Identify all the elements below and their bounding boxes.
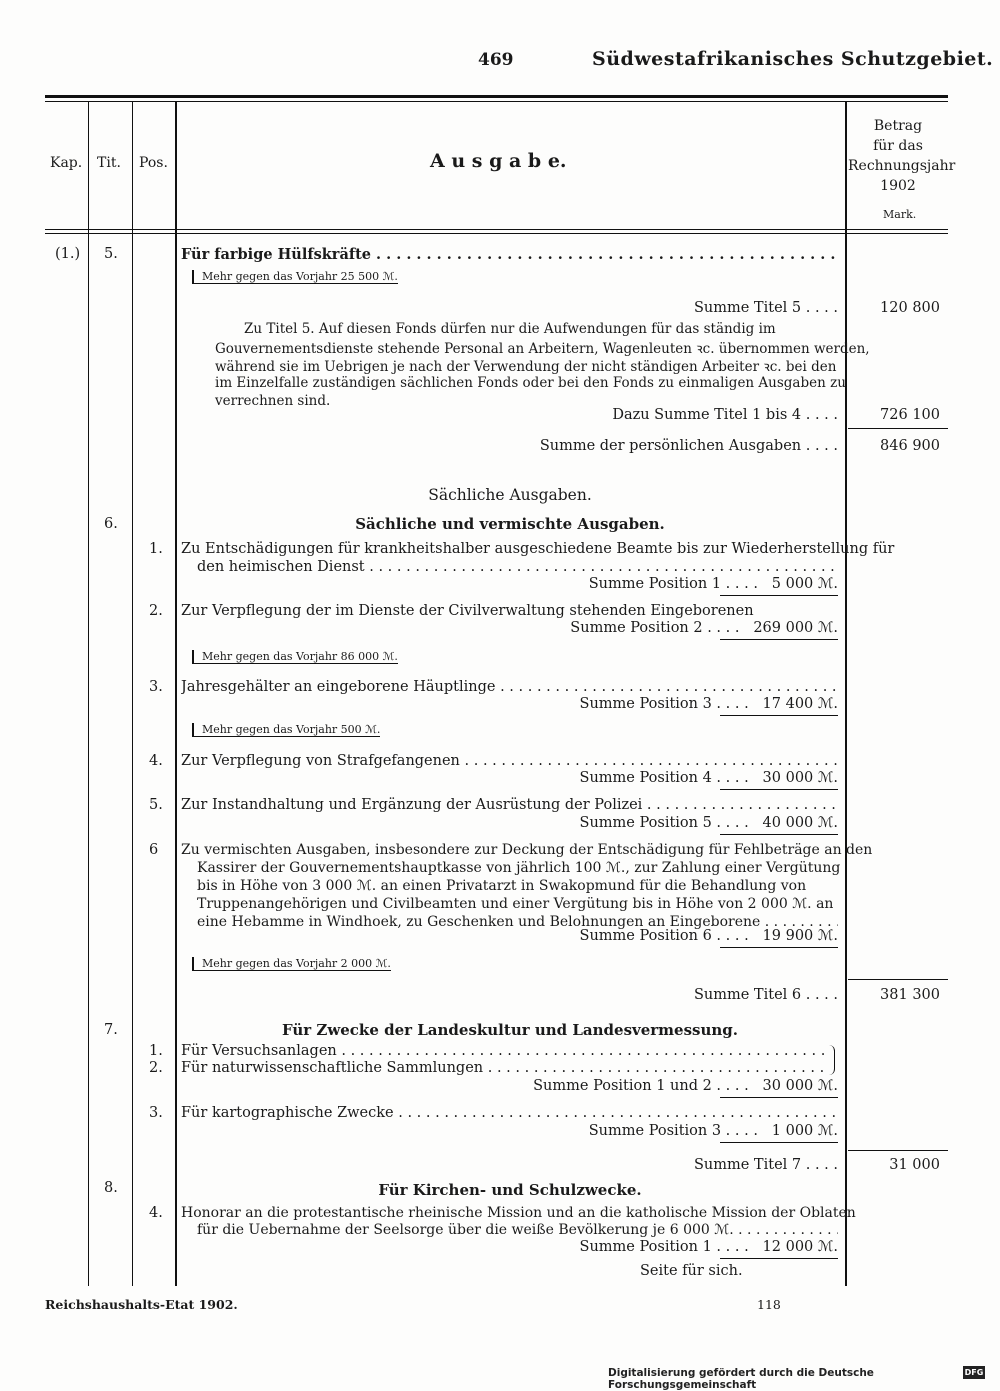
- col-header-pos: Pos.: [139, 155, 168, 171]
- footer-etat: Reichshaushalts-Etat 1902.: [45, 1297, 238, 1312]
- t6-p2-summe: [540, 620, 838, 636]
- titel-5-note-line-3: während sie im Uebrigen je nach der Verwendung der nicht ständigen Arbeiter ꝛc. bei den: [215, 359, 837, 375]
- col-header-kap: Kap.: [50, 155, 83, 171]
- col-divider-kap: [88, 101, 89, 1286]
- t6-p6-text-5: eine Hebamme in Windhoek, zu Geschenken und Belohnungen an Eingeborene . . .: [197, 914, 838, 930]
- t6-p6-text-4: Truppenangehörigen und Civilbeamten und einer Vergütung bis in Höhe von 2 000 ℳ. an: [197, 896, 834, 912]
- t7-p2-number: 2.: [149, 1060, 163, 1076]
- col-header-tit: Tit.: [97, 155, 121, 171]
- t6-p4-summe-value: 30 000 ℳ.: [762, 770, 838, 786]
- t6-p3-summe: [540, 696, 838, 712]
- t6-p1-text-1: Zu Entschädigungen für krankheitshalber ausgeschiedene Beamte bis zur Wiederherstellung für: [181, 541, 895, 557]
- col-header-betrag-3: Rechnungsjahr: [848, 158, 956, 174]
- t6-p2-summe-label: Summe Position 2 . . . .: [570, 620, 740, 636]
- titel-5-note-line-2: Gouvernementsdienste stehende Personal an Arbeitern, Wagenleuten ꝛc. übernommen werden,: [215, 341, 870, 357]
- t8-p1-text-1: Honorar an die protestantische rheinische Mission und an die katholische Mission der Oblaten: [181, 1205, 856, 1221]
- titel-8-number: 8.: [104, 1180, 118, 1196]
- titel-5-summe-value: 120 800: [880, 300, 940, 316]
- t6-p1-summe-label: Summe Position 1 . . . .: [588, 576, 758, 592]
- persoenliche-summe-label: Summe der persönlichen Ausgaben . . . .: [539, 438, 838, 454]
- titel-7-summe-rule: [848, 1150, 948, 1151]
- t6-p4-summe: [540, 770, 838, 786]
- t8-p1-summe: [540, 1239, 838, 1255]
- titel-5-heading: Für farbige Hülfskräfte . . .: [181, 246, 839, 263]
- titel-7-number: 7.: [104, 1022, 118, 1038]
- titel-5-mehr-note: Mehr gegen das Vorjahr 25 500 ℳ.: [192, 270, 398, 284]
- t6-p4-text-1: Zur Verpflegung von Strafgefangenen . . .: [181, 753, 838, 769]
- t6-p4-underline: [720, 789, 838, 790]
- t6-p3-underline: [720, 715, 838, 716]
- header-bottom-rule: [45, 229, 948, 230]
- titel-6-heading: Sächliche und vermischte Ausgaben.: [355, 515, 665, 533]
- t6-p3-mehr-note: Mehr gegen das Vorjahr 500 ℳ.: [192, 723, 380, 737]
- t6-p4-number: 4.: [149, 753, 163, 769]
- kap-number: (1.): [55, 246, 81, 262]
- titel-7-summe-label: Summe Titel 7 . . . .: [693, 1157, 838, 1173]
- t7-p3-summe: [540, 1123, 838, 1139]
- t7-p3-number: 3.: [149, 1105, 163, 1121]
- t8-p1-underline: [720, 1258, 838, 1259]
- titel-7-heading: Für Zwecke der Landeskultur und Landesvermessung.: [281, 1021, 739, 1039]
- titel-5-note-line-5: verrechnen sind.: [215, 393, 331, 409]
- t8-p1-text-2: für die Uebernahme der Seelsorge über die weiße Bevölkerung je 6 000 ℳ. . . .: [197, 1222, 838, 1238]
- dazu-summe-underline: [848, 428, 948, 429]
- t6-p1-underline: [720, 595, 838, 596]
- col-header-betrag-4: 1902: [880, 178, 916, 194]
- t6-p6-mehr-note: Mehr gegen das Vorjahr 2 000 ℳ.: [192, 957, 391, 971]
- col-header-betrag-2: für das: [873, 138, 923, 154]
- t7-p3-summe-value: 1 000 ℳ.: [771, 1123, 838, 1139]
- dfg-logo: DFG: [964, 1368, 984, 1377]
- t6-p5-summe-label: Summe Position 5 . . . .: [579, 815, 749, 831]
- titel-5-number: 5.: [104, 246, 118, 262]
- t6-p5-text-1: Zur Instandhaltung und Ergänzung der Ausrüstung der Polizei . . .: [181, 797, 838, 813]
- t6-p5-number: 5.: [149, 797, 163, 813]
- t8-p1-summe-value: 12 000 ℳ.: [762, 1239, 838, 1255]
- t6-p3-summe-label: Summe Position 3 . . . .: [579, 696, 749, 712]
- saechliche-ausgaben-heading: Sächliche Ausgaben.: [428, 486, 592, 504]
- t6-p6-underline: [720, 947, 838, 948]
- t7-p1-number: 1.: [149, 1043, 163, 1059]
- t6-p1-number: 1.: [149, 541, 163, 557]
- t7-p3-summe-label: Summe Position 3 . . . .: [588, 1123, 758, 1139]
- header-bottom-rule-2: [45, 233, 948, 234]
- t7-p1-text-1: Für Versuchsanlagen . . .: [181, 1043, 826, 1059]
- t6-p1-text-2: den heimischen Dienst . . .: [197, 559, 838, 575]
- top-rule-thin: [45, 101, 948, 102]
- dazu-summe-label: Dazu Summe Titel 1 bis 4 . . . .: [612, 407, 838, 423]
- t6-p6-number: 6: [149, 842, 159, 858]
- t7-p12-summe-value: 30 000 ℳ.: [762, 1078, 838, 1094]
- t8-p1-summe-label: Summe Position 1 . . . .: [579, 1239, 749, 1255]
- t7-p12-summe-label: Summe Position 1 und 2 . . . .: [533, 1078, 749, 1094]
- titel-5-summe-label: Summe Titel 5 . . . .: [693, 300, 838, 316]
- col-header-betrag-1: Betrag: [873, 118, 923, 134]
- t6-p6-summe-value: 19 900 ℳ.: [762, 928, 838, 944]
- t6-p1-summe: [540, 576, 838, 592]
- t7-p3-text-1: Für kartographische Zwecke . . .: [181, 1105, 838, 1121]
- t6-p5-underline: [720, 834, 838, 835]
- footer-page-number: 118: [757, 1297, 781, 1312]
- t7-p3-underline: [720, 1142, 838, 1143]
- col-header-betrag-unit: Mark.: [883, 208, 917, 221]
- t6-p2-text-1: Zur Verpflegung der im Dienste der Civilverwaltung stehenden Eingeborenen: [181, 603, 754, 619]
- t6-p2-underline: [720, 639, 838, 640]
- t6-p3-number: 3.: [149, 679, 163, 695]
- t6-p6-summe: [540, 928, 838, 944]
- t6-p1-summe-value: 5 000 ℳ.: [771, 576, 838, 592]
- titel-6-summe-rule: [848, 979, 948, 980]
- col-header-ausgabe: A u s g a b e.: [430, 150, 567, 172]
- titel-6-number: 6.: [104, 516, 118, 532]
- t7-p12-summe: [480, 1078, 838, 1094]
- digitization-credit: Digitalisierung gefördert durch die Deutsche Forschungsgemeinschaft: [608, 1367, 874, 1391]
- t6-p3-summe-value: 17 400 ℳ.: [762, 696, 838, 712]
- col-divider-tit: [132, 101, 133, 1286]
- t6-p6-text-1: Zu vermischten Ausgaben, insbesondere zur Deckung der Entschädigung für Fehlbeträge an den: [181, 842, 873, 858]
- t6-p2-summe-value: 269 000 ℳ.: [753, 620, 838, 636]
- titel-6-summe-value: 381 300: [880, 987, 940, 1003]
- continued-note: Seite für sich.: [640, 1263, 743, 1279]
- titel-6-summe-label: Summe Titel 6 . . . .: [693, 987, 838, 1003]
- t6-p2-number: 2.: [149, 603, 163, 619]
- col-divider-betrag: [845, 101, 847, 1286]
- t6-p6-text-2: Kassirer der Gouvernementshauptkasse von jährlich 100 ℳ., zur Zahlung einer Vergütung: [197, 860, 841, 876]
- page-number: 469: [478, 50, 514, 70]
- titel-7-summe-value: 31 000: [889, 1157, 940, 1173]
- t6-p5-summe-value: 40 000 ℳ.: [762, 815, 838, 831]
- t6-p4-summe-label: Summe Position 4 . . . .: [579, 770, 749, 786]
- t7-brace: [828, 1045, 835, 1075]
- page-running-title: Südwestafrikanisches Schutzgebiet.: [592, 48, 994, 70]
- titel-8-heading: Für Kirchen- und Schulzwecke.: [378, 1181, 642, 1199]
- top-rule: [45, 95, 948, 98]
- t6-p2-mehr-note: Mehr gegen das Vorjahr 86 000 ℳ.: [192, 650, 398, 664]
- t6-p5-summe: [540, 815, 838, 831]
- t7-p2-text-1: Für naturwissenschaftliche Sammlungen . . .: [181, 1060, 826, 1076]
- col-divider-pos: [175, 101, 177, 1286]
- persoenliche-summe-value: 846 900: [880, 438, 940, 454]
- t7-p12-underline: [720, 1097, 838, 1098]
- dazu-summe-value: 726 100: [880, 407, 940, 423]
- titel-5-note-line-1: Zu Titel 5. Auf diesen Fonds dürfen nur die Aufwendungen für das ständig im: [244, 321, 776, 337]
- t6-p6-summe-label: Summe Position 6 . . . .: [579, 928, 749, 944]
- t6-p6-text-3: bis in Höhe von 3 000 ℳ. an einen Privatarzt in Swakopmund für die Behandlung von: [197, 878, 807, 894]
- titel-5-note-line-4: im Einzelfalle zuständigen sächlichen Fonds oder bei den Fonds zu einmaligen Ausgaben zu: [215, 375, 846, 391]
- t8-p1-number: 4.: [149, 1205, 163, 1221]
- t6-p3-text-1: Jahresgehälter an eingeborene Häuptlinge . . .: [181, 679, 838, 695]
